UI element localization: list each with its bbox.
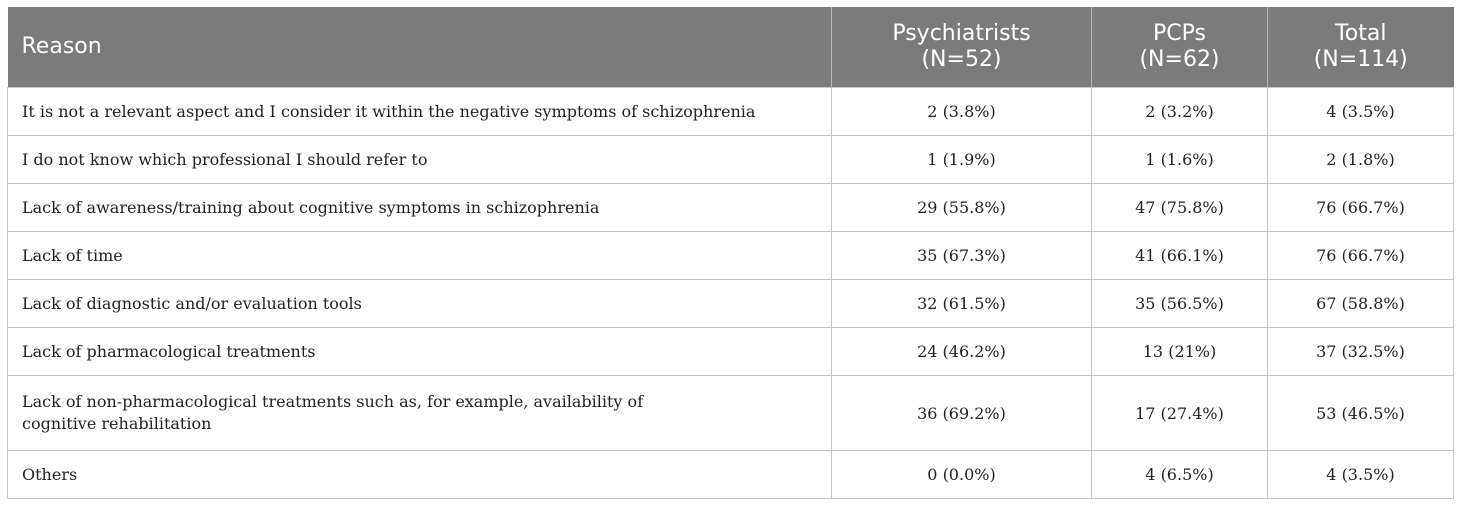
- psychiatrists-cell: 1 (1.9%): [832, 136, 1092, 184]
- reason-cell: Lack of pharmacological treatments: [8, 328, 832, 376]
- reason-cell: Lack of awareness/training about cognitive symptoms in schizophrenia: [8, 184, 832, 232]
- pcps-cell: 35 (56.5%): [1092, 280, 1268, 328]
- psychiatrists-cell: 24 (46.2%): [832, 328, 1092, 376]
- total-cell: 67 (58.8%): [1268, 280, 1454, 328]
- header-total-title: Total: [1335, 21, 1387, 46]
- psychiatrists-cell: 35 (67.3%): [832, 232, 1092, 280]
- table-row: [8, 376, 1454, 451]
- pcps-cell: 47 (75.8%): [1092, 184, 1268, 232]
- total-cell: 53 (46.5%): [1268, 376, 1454, 451]
- header-psychiatrists-title: Psychiatrists: [892, 21, 1031, 46]
- header-pcps-title: PCPs: [1153, 21, 1206, 46]
- reasons-table: [7, 7, 1454, 499]
- total-cell: 76 (66.7%): [1268, 232, 1454, 280]
- table-row: [8, 136, 1454, 184]
- table-header: [8, 7, 1454, 88]
- reason-cell: It is not a relevant aspect and I consider it within the negative symptoms of schizophrenia: [8, 88, 832, 136]
- table-row: [8, 88, 1454, 136]
- psychiatrists-cell: 29 (55.8%): [832, 184, 1092, 232]
- total-cell: 2 (1.8%): [1268, 136, 1454, 184]
- psychiatrists-cell: 2 (3.8%): [832, 88, 1092, 136]
- total-cell: 37 (32.5%): [1268, 328, 1454, 376]
- reason-cell: Lack of time: [8, 232, 832, 280]
- pcps-cell: 2 (3.2%): [1092, 88, 1268, 136]
- pcps-cell: 4 (6.5%): [1092, 451, 1268, 499]
- reason-cell: Lack of diagnostic and/or evaluation tools: [8, 280, 832, 328]
- header-pcps-n: (N=62): [1139, 47, 1220, 72]
- total-cell: 76 (66.7%): [1268, 184, 1454, 232]
- psychiatrists-cell: 36 (69.2%): [832, 376, 1092, 451]
- total-cell: 4 (3.5%): [1268, 451, 1454, 499]
- table-row: [8, 280, 1454, 328]
- pcps-cell: 1 (1.6%): [1092, 136, 1268, 184]
- header-pcps: [1092, 7, 1268, 88]
- table-row: [8, 184, 1454, 232]
- reason-cell: Others: [8, 451, 832, 499]
- header-reason: Reason: [8, 7, 832, 88]
- reason-cell: I do not know which professional I should refer to: [8, 136, 832, 184]
- psychiatrists-cell: 0 (0.0%): [832, 451, 1092, 499]
- header-psychiatrists: [832, 7, 1092, 88]
- table-body: [8, 88, 1454, 499]
- table-row: [8, 451, 1454, 499]
- pcps-cell: 13 (21%): [1092, 328, 1268, 376]
- reason-cell: Lack of non-pharmacological treatments such as, for example, availability of cognitive rehabilitation: [8, 376, 832, 451]
- header-total: [1268, 7, 1454, 88]
- psychiatrists-cell: 32 (61.5%): [832, 280, 1092, 328]
- pcps-cell: 41 (66.1%): [1092, 232, 1268, 280]
- header-total-n: (N=114): [1313, 47, 1408, 72]
- pcps-cell: 17 (27.4%): [1092, 376, 1268, 451]
- table-row: [8, 328, 1454, 376]
- reasons-table-container: [7, 7, 1453, 499]
- total-cell: 4 (3.5%): [1268, 88, 1454, 136]
- table-row: [8, 232, 1454, 280]
- header-row: [8, 7, 1454, 88]
- header-psychiatrists-n: (N=52): [921, 47, 1002, 72]
